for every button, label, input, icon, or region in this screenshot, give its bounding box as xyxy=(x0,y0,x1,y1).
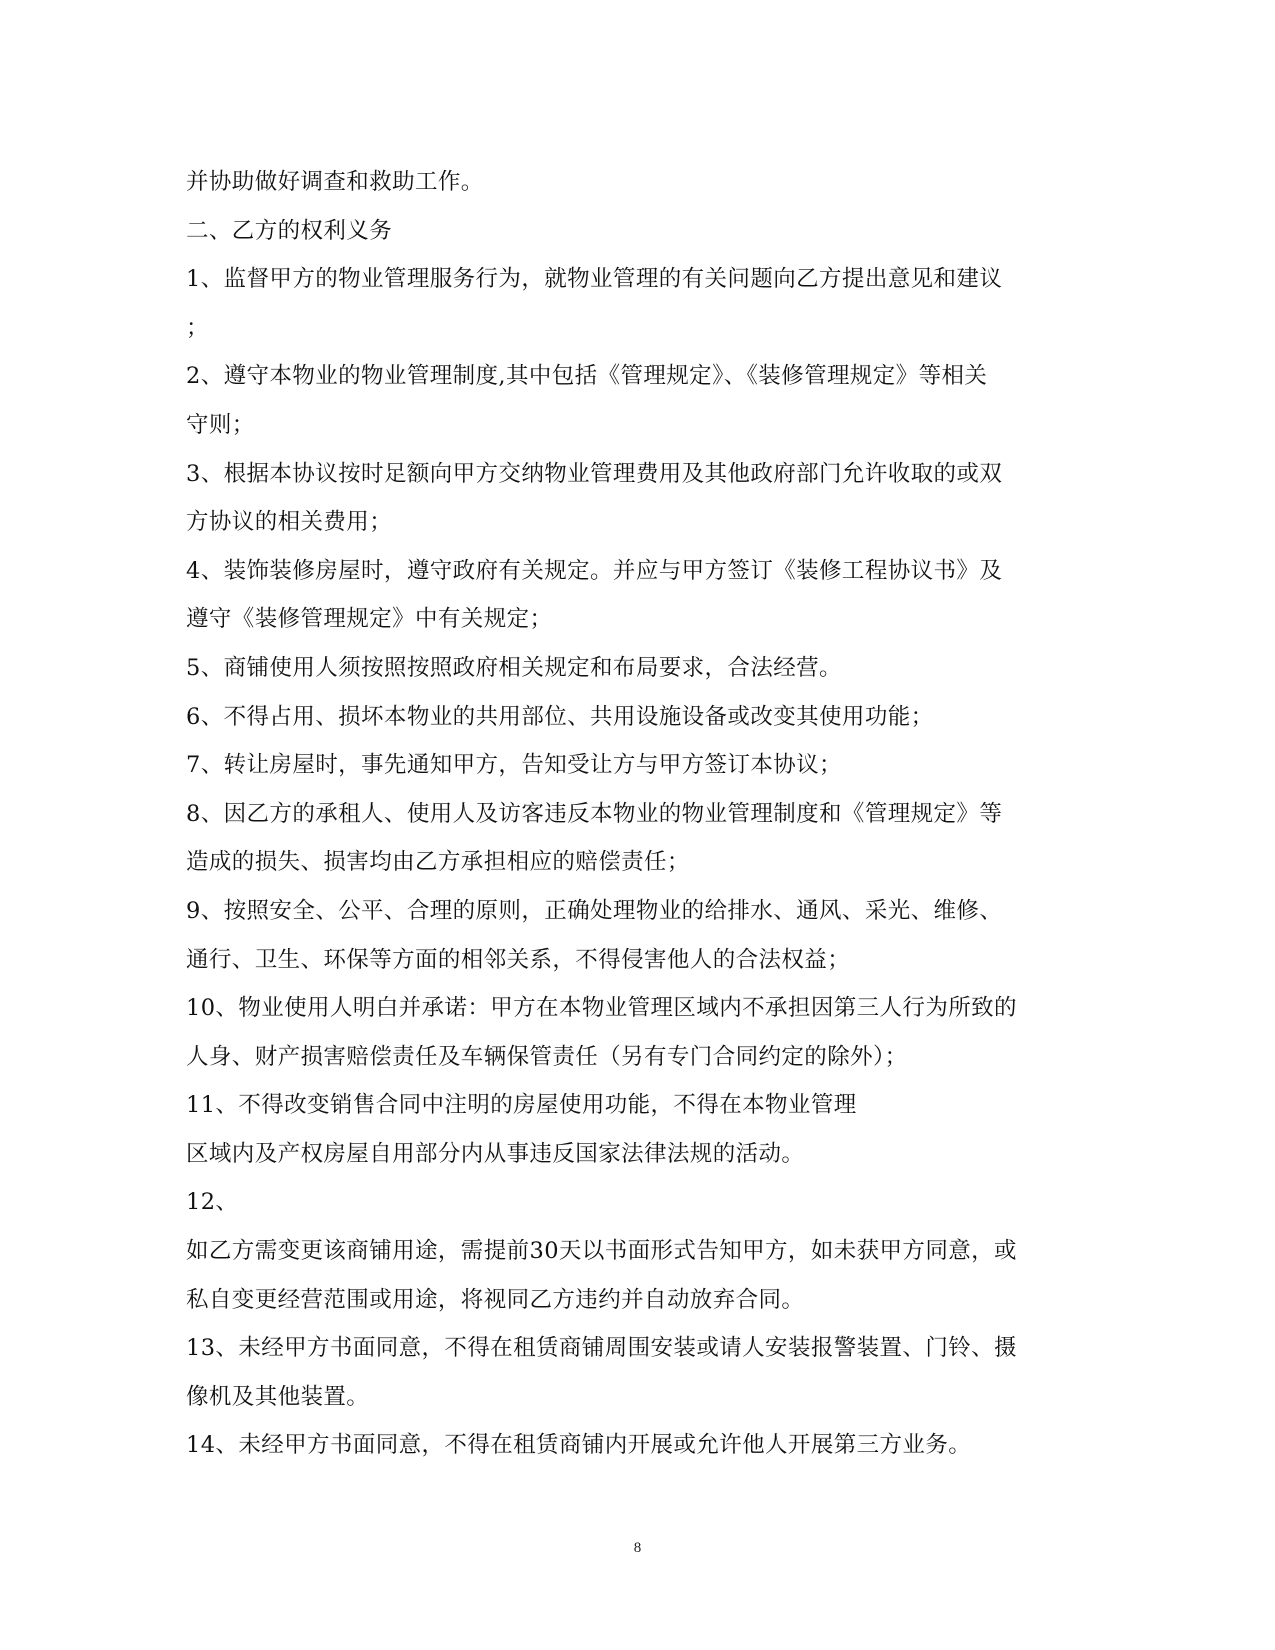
text-line: 3、根据本协议按时足额向甲方交纳物业管理费用及其他政府部门允许收取的或双 xyxy=(186,460,1003,487)
section-heading: 二、乙方的权利义务 xyxy=(186,217,393,244)
text-line: 1、监督甲方的物业管理服务行为，就物业管理的有关问题向乙方提出意见和建议 xyxy=(186,266,1003,293)
text-line: 人身、财产损害赔偿责任及车辆保管责任（另有专门合同约定的除外）； xyxy=(186,1043,908,1070)
text-line: 10、物业使用人明白并承诺：甲方在本物业管理区域内不承担因第三人行为所致的 xyxy=(186,995,1017,1022)
page-number: 8 xyxy=(633,1540,642,1556)
text-line: 造成的损失、损害均由乙方承担相应的赔偿责任； xyxy=(186,849,690,876)
text-line: 如乙方需变更该商铺用途，需提前30天以书面形式告知甲方，如未获甲方同意，或 xyxy=(186,1238,1017,1265)
text-line: 2、遵守本物业的物业管理制度,其中包括《管理规定》、《装修管理规定》等相关 xyxy=(186,363,988,390)
text-line: 13、未经甲方书面同意，不得在租赁商铺周围安装或请人安装报警装置、门铃、摄 xyxy=(186,1335,1017,1362)
text-line: 通行、卫生、环保等方面的相邻关系，不得侵害他人的合法权益； xyxy=(186,946,851,973)
document-body xyxy=(186,158,1086,1470)
text-line: 私自变更经营范围或用途，将视同乙方违约并自动放弃合同。 xyxy=(186,1286,805,1313)
text-line: 区域内及产权房屋自用部分内从事违反国家法律法规的活动。 xyxy=(186,1140,805,1167)
text-line: 11、不得改变销售合同中注明的房屋使用功能，不得在本物业管理 xyxy=(186,1092,857,1119)
text-line: 8、因乙方的承租人、使用人及访客违反本物业的物业管理制度和《管理规定》等 xyxy=(186,800,1003,827)
text-line: 6、不得占用、损坏本物业的共用部位、共用设施设备或改变其使用功能； xyxy=(186,703,934,730)
text-line: 并协助做好调查和救助工作。 xyxy=(186,169,484,195)
text-line: 7、转让房屋时，事先通知甲方，告知受让方与甲方签订本协议； xyxy=(186,752,842,779)
text-line: 14、未经甲方书面同意，不得在租赁商铺内开展或允许他人开展第三方业务。 xyxy=(186,1432,972,1459)
text-line: 方协议的相关费用； xyxy=(186,509,393,536)
text-line: 4、装饰装修房屋时，遵守政府有关规定。并应与甲方签订《装修工程协议书》及 xyxy=(186,557,1003,584)
text-line: 12、 xyxy=(186,1189,239,1216)
text-line: ； xyxy=(186,314,209,341)
text-line: 9、按照安全、公平、合理的原则，正确处理物业的给排水、通风、采光、维修、 xyxy=(186,897,1003,924)
text-line: 5、商铺使用人须按照按照政府相关规定和布局要求，合法经营。 xyxy=(186,654,842,681)
text-line: 守则； xyxy=(186,411,255,438)
text-line: 遵守《装修管理规定》中有关规定； xyxy=(186,606,553,633)
text-line: 像机及其他装置。 xyxy=(186,1383,370,1410)
